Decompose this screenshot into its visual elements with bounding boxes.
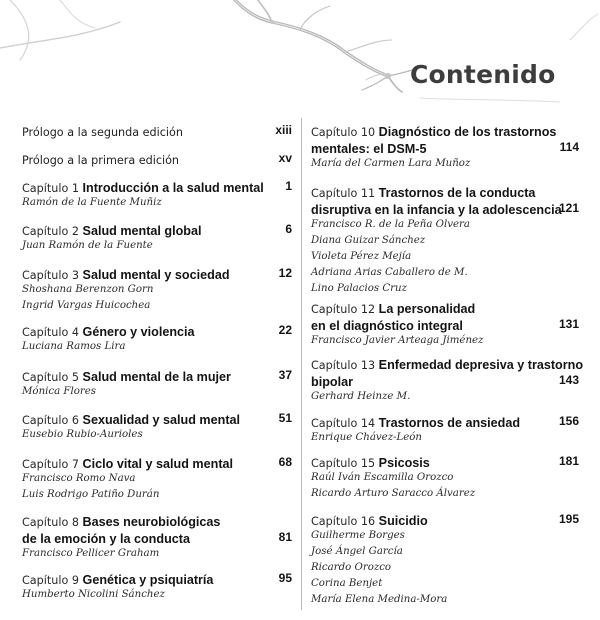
toc-chapter-entry[interactable] (311, 122, 579, 172)
chapter-author: Adriana Arias Caballero de M. (311, 267, 468, 278)
chapter-author: Luis Rodrigo Patiño Durán (22, 489, 160, 500)
chapter-title: Introducción a la salud mental (82, 181, 264, 195)
toc-prologue-entry[interactable] (22, 150, 292, 167)
chapter-number: Capítulo 1 (22, 182, 79, 195)
chapter-author: Corina Benjet (311, 578, 383, 589)
prologue-title: Prólogo a la segunda edición (22, 126, 183, 139)
toc-chapter-entry[interactable] (22, 221, 292, 254)
chapter-title: Salud mental y sociedad (82, 268, 230, 282)
chapter-number: Capítulo 3 (22, 269, 79, 282)
toc-chapter-entry[interactable] (22, 410, 292, 443)
toc-chapter-entry[interactable] (311, 183, 579, 297)
chapter-title: Bases neurobiológicas (82, 515, 221, 529)
page-number: 114 (559, 140, 579, 154)
chapter-author: Francisco Romo Nava (22, 473, 136, 484)
page-number: 121 (558, 201, 579, 215)
chapter-author: Juan Ramón de la Fuente (22, 240, 153, 251)
chapter-number: Capítulo 5 (22, 371, 79, 384)
chapter-title: Enfermedad depresiva y trastorno (378, 358, 584, 372)
chapter-author: Mónica Flores (22, 386, 96, 397)
page-number: 195 (558, 512, 579, 526)
chapter-title: Psicosis (378, 456, 430, 470)
neuron-illustration (0, 0, 600, 112)
chapter-author: Ingrid Vargas Huicochea (22, 300, 151, 311)
chapter-title: de la emoción y la conducta (22, 532, 190, 546)
chapter-title: en el diagnóstico integral (311, 319, 463, 333)
page-number: 22 (278, 323, 292, 337)
chapter-number: Capítulo 8 (22, 516, 79, 529)
page-number: 68 (278, 455, 292, 469)
chapter-number: Capítulo 15 (311, 457, 376, 470)
toc-chapter-entry[interactable] (22, 512, 292, 562)
chapter-author: Enrique Chávez-León (311, 432, 422, 443)
chapter-author: Ricardo Orozco (311, 562, 392, 573)
toc-chapter-entry[interactable] (311, 511, 579, 608)
toc-chapter-entry[interactable] (22, 570, 292, 603)
page-number: 131 (558, 317, 579, 331)
toc-chapter-entry[interactable] (311, 413, 579, 446)
chapter-title: La personalidad (378, 302, 476, 316)
chapter-number: Capítulo 13 (311, 359, 376, 372)
page-number: 81 (278, 530, 292, 544)
chapter-author: Diana Guizar Sánchez (311, 235, 426, 246)
chapter-author: Raúl Iván Escamilla Orozco (311, 472, 454, 483)
page-number: 1 (285, 179, 292, 193)
chapter-title: Suicidio (378, 514, 428, 528)
chapter-author: Humberto Nicolini Sánchez (22, 589, 165, 600)
chapter-author: Gerhard Heinze M. (311, 391, 411, 402)
chapter-number: Capítulo 6 (22, 414, 79, 427)
page-number: 37 (278, 368, 292, 382)
prologue-title: Prólogo a la primera edición (22, 154, 180, 167)
chapter-number: Capítulo 14 (311, 417, 376, 430)
page-number: 143 (558, 373, 579, 387)
chapter-title: mentales: el DSM-5 (311, 142, 427, 156)
page-title: Contenido (410, 60, 556, 89)
chapter-author: Francisco R. de la Peña Olvera (311, 219, 470, 230)
toc-chapter-entry[interactable] (311, 299, 579, 349)
chapter-number: Capítulo 16 (311, 515, 376, 528)
page-number: 6 (285, 222, 292, 236)
chapter-title: Trastornos de ansiedad (378, 416, 521, 430)
chapter-title: Salud mental de la mujer (82, 370, 231, 384)
chapter-author: María del Carmen Lara Muñoz (311, 158, 471, 169)
chapter-title: disruptiva en la infancia y la adolescencia (311, 203, 562, 217)
chapter-author: Lino Palacios Cruz (311, 283, 407, 294)
chapter-number: Capítulo 10 (311, 126, 376, 139)
chapter-title: Sexualidad y salud mental (82, 413, 241, 427)
chapter-number: Capítulo 4 (22, 326, 79, 339)
toc-chapter-entry[interactable] (311, 355, 584, 405)
chapter-number: Capítulo 11 (311, 187, 376, 200)
chapter-author: José Ángel García (311, 546, 403, 557)
page-number: 51 (278, 411, 292, 425)
toc-chapter-entry[interactable] (311, 453, 579, 502)
toc-prologue-entry[interactable] (22, 122, 292, 139)
chapter-author: Guilherme Borges (311, 530, 405, 541)
column-divider (301, 118, 302, 610)
chapter-number: Capítulo 12 (311, 303, 376, 316)
page-number: 181 (558, 454, 579, 468)
chapter-title: Ciclo vital y salud mental (82, 457, 234, 471)
toc-chapter-entry[interactable] (22, 178, 292, 211)
chapter-title: Diagnóstico de los trastornos (378, 125, 557, 139)
toc-chapter-entry[interactable] (22, 367, 292, 400)
chapter-author: Ricardo Arturo Saracco Álvarez (311, 488, 476, 499)
page-number: 95 (278, 571, 292, 585)
chapter-author: Eusebio Rubio-Aurioles (22, 429, 143, 440)
chapter-title: Trastornos de la conducta (378, 186, 536, 200)
page-number: xiii (275, 123, 292, 137)
chapter-author: Francisco Pellicer Graham (22, 548, 160, 559)
page-number: 156 (558, 414, 579, 428)
chapter-author: Ramón de la Fuente Muñiz (22, 197, 162, 208)
chapter-author: Francisco Javier Arteaga Jiménez (311, 335, 484, 346)
chapter-title: Salud mental global (82, 224, 202, 238)
chapter-title: Genética y psiquiatría (82, 573, 214, 587)
chapter-number: Capítulo 2 (22, 225, 79, 238)
chapter-title: bipolar (311, 375, 353, 389)
chapter-author: Shoshana Berenzon Gorn (22, 284, 154, 295)
chapter-number: Capítulo 7 (22, 458, 79, 471)
toc-chapter-entry[interactable] (22, 454, 292, 503)
chapter-number: Capítulo 9 (22, 574, 79, 587)
toc-chapter-entry[interactable] (22, 322, 292, 355)
page-number: xv (278, 151, 292, 165)
chapter-author: Violeta Pérez Mejía (311, 251, 412, 262)
chapter-author: Luciana Ramos Lira (22, 341, 126, 352)
toc-chapter-entry[interactable] (22, 265, 292, 314)
chapter-title: Género y violencia (82, 325, 195, 339)
page-number: 12 (278, 266, 292, 280)
chapter-author: María Elena Medina-Mora (311, 594, 448, 605)
